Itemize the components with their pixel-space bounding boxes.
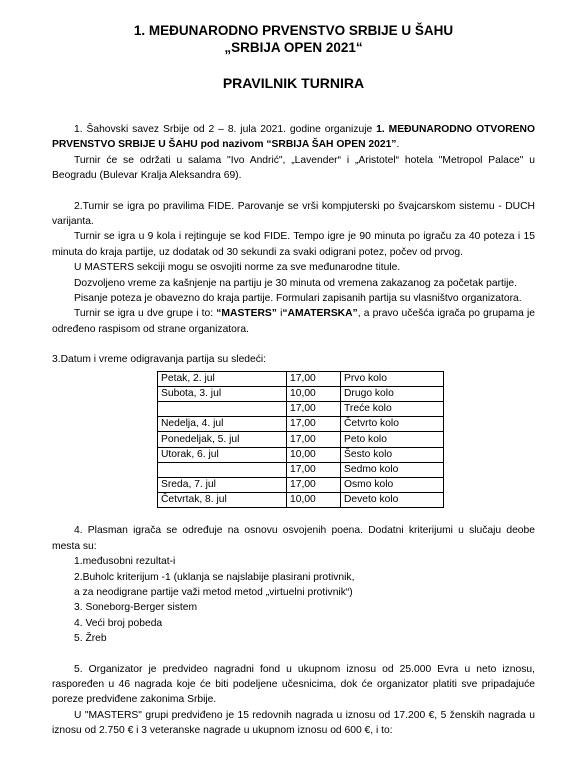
schedule-round: Šesto kolo	[341, 447, 444, 462]
schedule-time: 10,00	[287, 386, 341, 401]
section-4-intro: 4. Plasman igrača se određuje na osnovu osvojenih poena. Dodatni kriterijumi u slučaju deobe mesta su:	[52, 525, 535, 552]
venue-paragraph: Turnir će se održati u salama "Ivo Andrić", „Lavender“ i „Aristotel“ hotela "Metropol Palace" u Beogradu (Bulevar Kralja Aleksandra 69).	[52, 154, 535, 182]
schedule-row	[158, 371, 444, 386]
groups-paragraph: Turnir se igra u dve grupe i to: “MASTERS” i“AMATERSKA”, a pravo učešća igrača po grupama je određeno raspisom od strane organizatora.	[52, 308, 535, 335]
schedule-time: 17,00	[287, 371, 341, 386]
tiebreak-item-continuation: a za neodigrane partije važi metod metod „virtuelni protivnik“)	[74, 587, 353, 598]
schedule-day: Petak, 2. jul	[158, 371, 287, 386]
schedule-day	[158, 402, 287, 417]
tiebreak-item: 4. Veći broj pobeda	[74, 617, 163, 629]
schedule-time: 17,00	[287, 417, 341, 432]
title-line-1: 1. MEĐUNARODNO PRVENSTVO SRBIJE U ŠAHU	[133, 23, 454, 38]
schedule-day	[158, 462, 287, 477]
tiebreak-item: 1.međusobni rezultat-i	[74, 556, 176, 568]
schedule-row	[158, 432, 444, 447]
tiebreak-list	[52, 554, 535, 646]
schedule-time: 17,00	[287, 402, 341, 417]
schedule-table	[157, 371, 444, 509]
section-3-heading: 3.Datum i vreme odigravanja partija su sledeći:	[52, 354, 267, 366]
masters-prizes-paragraph: U "MASTERS" grupi predviđeno je 15 redovnih nagrada u iznosu od 17.200 €, 5 ženskih nagrada u iznosu od 2.750 € i 3 veteranske nagrade u ukupnom iznosu od 600 €, i to:	[52, 709, 535, 737]
schedule-row	[158, 447, 444, 462]
schedule-day: Četvrtak, 8. jul	[158, 493, 287, 508]
tiebreak-item: 3. Soneborg-Berger sistem	[74, 602, 198, 614]
document-heading: PRAVILNIK TURNIRA	[222, 75, 365, 91]
section-5-paragraph: 5. Organizator je predvideo nagradni fond u ukupnom iznosu od 25.000 Evra u neto iznosu, raspoređen u 46 nagrada koje će biti podeljene učesnicima, dok će organizator platiti sve pripadajuće poreze predviđene zakonima Srbije.	[52, 663, 535, 706]
schedule-time: 17,00	[287, 432, 341, 447]
schedule-time: 17,00	[287, 462, 341, 477]
schedule-row	[158, 478, 444, 493]
schedule-row	[158, 462, 444, 477]
schedule-time: 17,00	[287, 478, 341, 493]
section-2-paragraph: 2.Turnir se igra po pravilima FIDE. Parovanje se vrši kompjuterski po švajcarskom sistemu - DUCH varijanta.	[52, 200, 535, 228]
schedule-round: Deveto kolo	[341, 493, 444, 508]
schedule-time: 10,00	[287, 447, 341, 462]
schedule-row	[158, 402, 444, 417]
tiebreak-item: 2.Buholc kriterijum -1 (uklanja se najslabije plasirani protivnik,	[74, 571, 355, 583]
notation-paragraph: Pisanje poteza je obavezno do kraja partije. Formulari zapisanih partija su vlasništvo organizatora.	[74, 293, 522, 305]
tiebreak-item: 5. Žreb	[74, 633, 107, 645]
schedule-round: Treće kolo	[341, 402, 444, 417]
schedule-row	[158, 386, 444, 401]
schedule-day: Nedelja, 4. jul	[158, 417, 287, 432]
schedule-round: Peto kolo	[341, 432, 444, 447]
schedule-row	[158, 417, 444, 432]
schedule-round: Drugo kolo	[341, 386, 444, 401]
delay-paragraph: Dozvoljeno vreme za kašnjenje na partiju je 30 minuta od vremena zakazanog za početak partije.	[74, 277, 518, 289]
schedule-day: Subota, 3. jul	[158, 386, 287, 401]
schedule-round: Četvrto kolo	[341, 417, 444, 432]
section-1-paragraph: 1. Šahovski savez Srbije od 2 – 8. jula 2021. godine organizuje 1. MEĐUNARODNO OTVORENO PRVENSTVO SRBIJE U ŠAHU pod nazivom “SRBIJA ŠAH OPEN 2021”.	[52, 124, 535, 151]
schedule-row	[158, 493, 444, 508]
schedule-round: Sedmo kolo	[341, 462, 444, 477]
schedule-round: Prvo kolo	[341, 371, 444, 386]
schedule-day: Sreda, 7. jul	[158, 478, 287, 493]
schedule-day: Utorak, 6. jul	[158, 447, 287, 462]
title-line-2: „SRBIJA OPEN 2021“	[224, 40, 363, 55]
schedule-round: Osmo kolo	[341, 478, 444, 493]
norms-paragraph: U MASTERS sekciji mogu se osvojiti norme za sve međunarodne titule.	[74, 262, 401, 274]
schedule-day: Ponedeljak, 5. jul	[158, 432, 287, 447]
schedule-time: 10,00	[287, 493, 341, 508]
document-body	[52, 122, 535, 739]
tempo-paragraph: Turnir se igra u 9 kola i rejtinguje se kod FIDE. Tempo igre je 90 minuta po igraču za 40 poteza i 15 minuta do kraja partije, uz dodatak od 30 sekundi za svaki odigrani potez, počev od prvog.	[52, 231, 535, 258]
